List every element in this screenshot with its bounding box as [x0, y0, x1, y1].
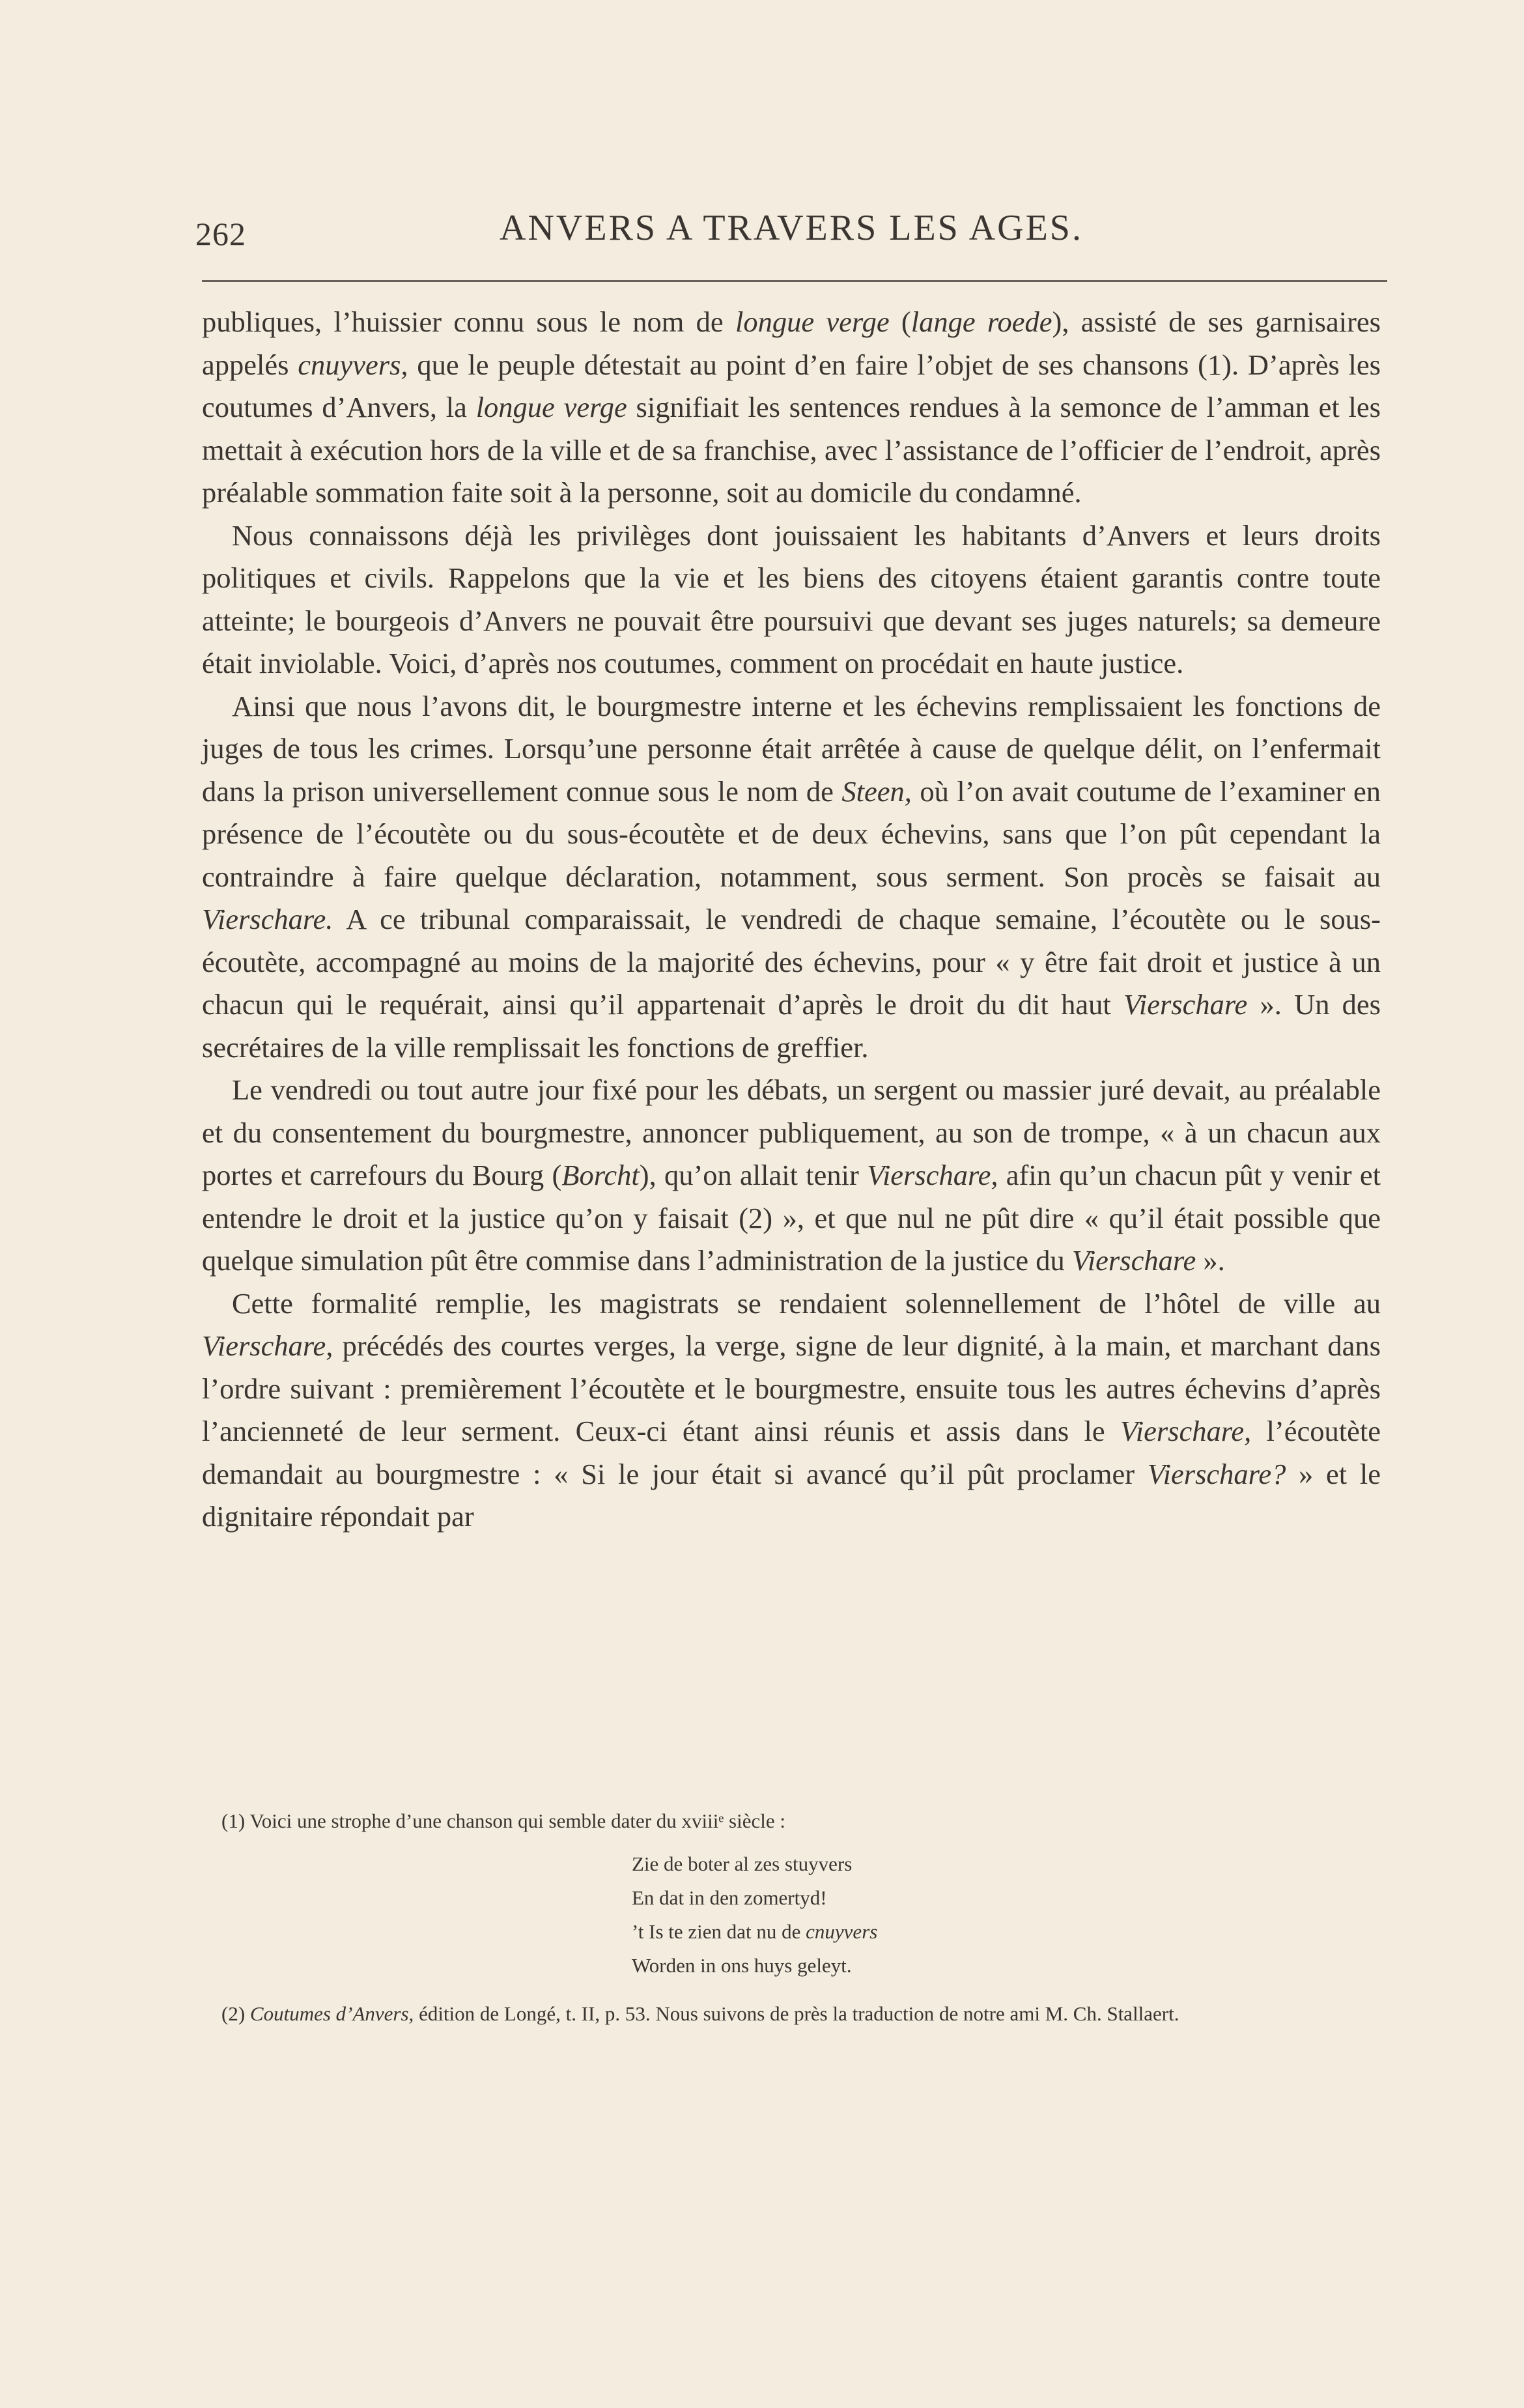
footnote-2	[202, 1997, 1381, 2031]
italic-term: Vierschare?	[1147, 1457, 1286, 1490]
body-paragraph	[202, 685, 1381, 1069]
text-run: Cette formalité remplie, les magistrats se rendaient solennellement de l’hôtel de ville au	[232, 1286, 1381, 1320]
text-run: ». Un des secrétaires de la ville remplissait les fonctions de greffier.	[202, 988, 1381, 1064]
italic-term: Vierschare	[1071, 1244, 1196, 1277]
italic-term: cnuyvers,	[298, 348, 408, 381]
text-run: (	[889, 305, 911, 338]
italic-term: Borcht	[561, 1159, 640, 1191]
text-run: » et le dignitaire répondait par	[202, 1457, 1381, 1533]
italic-term: longue verge	[735, 305, 890, 338]
body-paragraph	[202, 301, 1381, 515]
italic-term: Vierschare,	[1120, 1415, 1252, 1447]
text-run: Nous connaissons déjà les privilèges dont jouissaient les habitants d’Anvers et leurs droits politiques et civils. Rappelons que la vie et les biens des citoyens étaient garantis contre toute atteinte; le bourgeois d’Anvers ne pouvait être poursuivi que devant ses juges naturels; sa demeure était inviolable. Voici, d’après nos coutumes, comment on procédait en haute justice.	[202, 518, 1381, 679]
page-number: 262	[195, 216, 246, 252]
text-run: ), qu’on allait tenir	[639, 1159, 868, 1191]
italic-term: Vierschare.	[202, 903, 333, 935]
body-paragraph	[202, 515, 1381, 685]
running-title: ANVERS A TRAVERS LES AGES.	[500, 208, 1083, 248]
text-run: l’écoutète demandait au bourgmestre : « Si le jour était si avancé qu’il pût proclamer	[202, 1415, 1381, 1490]
text-run: A ce tribunal comparaissait, le vendredi de chaque semaine, l’écoutète ou le sous-écoutète, accompagné au moins de la majorité des échevins, pour « y être fait droit et justice à un chacun qui le requérait, ainsi qu’il appartenait d’après le droit du dit haut	[202, 903, 1381, 1021]
text-run: afin qu’un chacun pût y venir et entendre le droit et la justice qu’on y faisait (2) », et que nul ne pût dire « qu’il était possible que quelque simulation pût être commise dans l’administration de la justice du	[202, 1159, 1381, 1277]
poem-line: Zie de boter al zes stuyvers	[632, 1852, 853, 1875]
footnote-poem	[202, 1847, 1381, 1983]
poem-line	[632, 1915, 1381, 1949]
footnote-2-text: édition de Longé, t. II, p. 53. Nous suivons de près la traduction de notre ami M. Ch. Stallaert.	[414, 2002, 1179, 2025]
header-rule	[202, 280, 1387, 282]
poem-line: Worden in ons huys geleyt.	[632, 1954, 852, 1977]
body-text	[202, 301, 1381, 1538]
italic-term: Vierschare	[1123, 988, 1248, 1021]
text-run: publiques, l’huissier connu sous le nom de	[202, 305, 735, 338]
footnote-2-marker: (2)	[221, 2002, 250, 2025]
text-run: précédés des courtes verges, la verge, signe de leur dignité, à la main, et marchant dans l’ordre suivant : premièrement l’écoutète et le bourgmestre, ensuite tous les autres échevins d’après l’ancienneté de leur serment. Ceux-ci étant ainsi réunis et assis dans le	[202, 1329, 1381, 1447]
poem-line: En dat in den zomertyd!	[632, 1886, 827, 1909]
italic-term: longue verge	[475, 391, 627, 423]
italic-term: lange roede	[910, 305, 1052, 338]
text-run: où l’on avait coutume de l’examiner en présence de l’écoutète ou du sous-écoutète et de deux échevins, sans que l’on pût cependant la contraindre à faire quelque déclaration, notamment, sous serment. Son procès se faisait au	[202, 774, 1381, 893]
text-run: Ainsi que nous l’avons dit, le bourgmestre interne et les échevins remplissaient les fonctions de juges de tous les crimes. Lorsqu’une personne était arrêtée à cause de quelque délit, on l’enfermait dans la prison universellement connue sous le nom de	[202, 689, 1381, 808]
text-run: ), assisté de ses garnisaires appelés	[202, 305, 1381, 381]
body-paragraph	[202, 1282, 1381, 1538]
poem-line-text: ’t Is te zien dat nu de	[632, 1920, 806, 1943]
footnote-1: (1) Voici une strophe d’une chanson qui semble dater du xviiiᵉ siècle :	[221, 1809, 785, 1832]
text-run: ».	[1196, 1244, 1225, 1277]
body-paragraph	[202, 1069, 1381, 1282]
italic-term: Vierschare,	[867, 1159, 998, 1191]
footnote-2-source: Coutumes d’Anvers,	[249, 2002, 414, 2025]
text-run: que le peuple détestait au point d’en faire l’objet de ses chansons (1). D’après les coutumes d’Anvers, la	[202, 348, 1381, 423]
poem-line-italic: cnuyvers	[806, 1920, 878, 1943]
footnotes	[202, 1804, 1381, 2031]
text-run: signifiait les sentences rendues à la semonce de l’amman et les mettait à exécution hors de la ville et de sa franchise, avec l’assistance de l’officier de l’endroit, après préalable sommation faite soit à la personne, soit au domicile du condamné.	[202, 391, 1381, 509]
italic-term: Steen,	[841, 774, 912, 808]
page-header	[195, 207, 1387, 266]
text-run: Le vendredi ou tout autre jour fixé pour les débats, un sergent ou massier juré devait, au préalable et du consentement du bourgmestre, annoncer publiquement, au son de trompe, « à un chacun aux portes et carrefours du Bourg (	[202, 1073, 1381, 1191]
italic-term: Vierschare,	[202, 1329, 333, 1362]
